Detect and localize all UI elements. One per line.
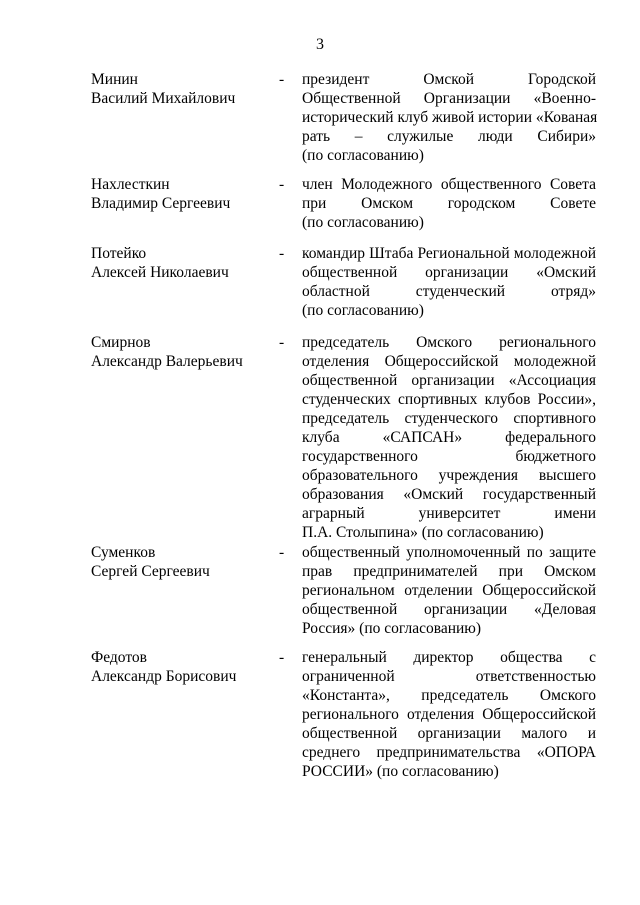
member-given-names: Алексей Николаевич <box>91 264 229 281</box>
position-line: Россия» (по согласованию) <box>302 620 482 637</box>
position-line: общественной организации малого и <box>302 725 596 742</box>
position-line: областной студенческий отряд» <box>302 283 596 300</box>
position-line: прав предпринимателей при Омском <box>302 563 596 580</box>
position-line: ограниченной ответственностью <box>302 668 596 685</box>
position-line: клуба «САПСАН» федерального <box>302 429 596 446</box>
member-position <box>302 244 596 320</box>
position-line: Общественной Организации «Военно- <box>302 90 596 107</box>
member-surname: Нахлесткин <box>91 176 170 193</box>
member-name <box>91 175 276 213</box>
member-position <box>302 648 596 781</box>
member-given-names: Александр Борисович <box>91 668 237 685</box>
member-name <box>91 543 276 581</box>
position-line: общественный уполномоченный по защите <box>302 544 596 561</box>
position-line: образования «Омский государственный <box>302 486 596 503</box>
position-line: председатель Омского регионального <box>302 334 596 351</box>
page-number: 3 <box>316 36 324 53</box>
member-surname: Смирнов <box>91 334 151 351</box>
position-line: генеральный директор общества с <box>302 649 596 666</box>
member-position <box>302 333 596 542</box>
position-line: (по согласованию) <box>302 147 424 164</box>
member-name <box>91 70 276 108</box>
position-line: (по согласованию) <box>302 214 424 231</box>
separator-dash: - <box>279 649 285 666</box>
member-position <box>302 543 596 638</box>
position-line: при Омском городском Совете <box>302 195 596 212</box>
position-line: (по согласованию) <box>302 302 424 319</box>
position-line: аграрный университет имени <box>302 505 596 522</box>
position-line: среднего предпринимательства «ОПОРА <box>302 744 596 761</box>
position-line: президент Омской Городской <box>302 71 596 88</box>
position-line: студенческих спортивных клубов России», <box>302 391 596 408</box>
member-position <box>302 70 596 165</box>
member-name <box>91 333 276 371</box>
position-line: регионального отделения Общероссийской <box>302 706 596 723</box>
position-line: «Константа», председатель Омского <box>302 687 596 704</box>
member-surname: Минин <box>91 71 138 88</box>
member-given-names: Василий Михайлович <box>91 90 236 107</box>
position-line: региональном отделении Общероссийской <box>302 582 596 599</box>
position-line: рать – служилые люди Сибири» <box>302 128 596 145</box>
member-given-names: Владимир Сергеевич <box>91 195 231 212</box>
member-surname: Федотов <box>91 649 147 666</box>
member-given-names: Сергей Сергеевич <box>91 563 210 580</box>
position-line: исторический клуб живой истории «Кованая <box>302 109 598 126</box>
position-line: общественной организации «Ассоциация <box>302 372 596 389</box>
position-line: общественной организации «Омский <box>302 264 596 281</box>
separator-dash: - <box>279 245 285 262</box>
member-name <box>91 244 276 282</box>
separator-dash: - <box>279 544 285 561</box>
position-line: РОССИИ» (по согласованию) <box>302 763 499 780</box>
position-line: П.А. Столыпина» (по согласованию) <box>302 524 544 541</box>
separator-dash: - <box>279 176 285 193</box>
member-given-names: Александр Валерьевич <box>91 353 243 370</box>
separator-dash: - <box>279 71 285 88</box>
position-line: общественной организации «Деловая <box>302 601 596 618</box>
position-line: командир Штаба Региональной молодежной <box>302 245 596 262</box>
position-line: член Молодежного общественного Совета <box>302 176 596 193</box>
member-position <box>302 175 596 232</box>
position-line: отделения Общероссийской молодежной <box>302 353 596 370</box>
separator-dash: - <box>279 334 285 351</box>
position-line: государственного бюджетного <box>302 448 596 465</box>
member-surname: Суменков <box>91 544 156 561</box>
member-surname: Потейко <box>91 245 147 262</box>
member-name <box>91 648 276 686</box>
position-line: образовательного учреждения высшего <box>302 467 596 484</box>
position-line: председатель студенческого спортивного <box>302 410 596 427</box>
